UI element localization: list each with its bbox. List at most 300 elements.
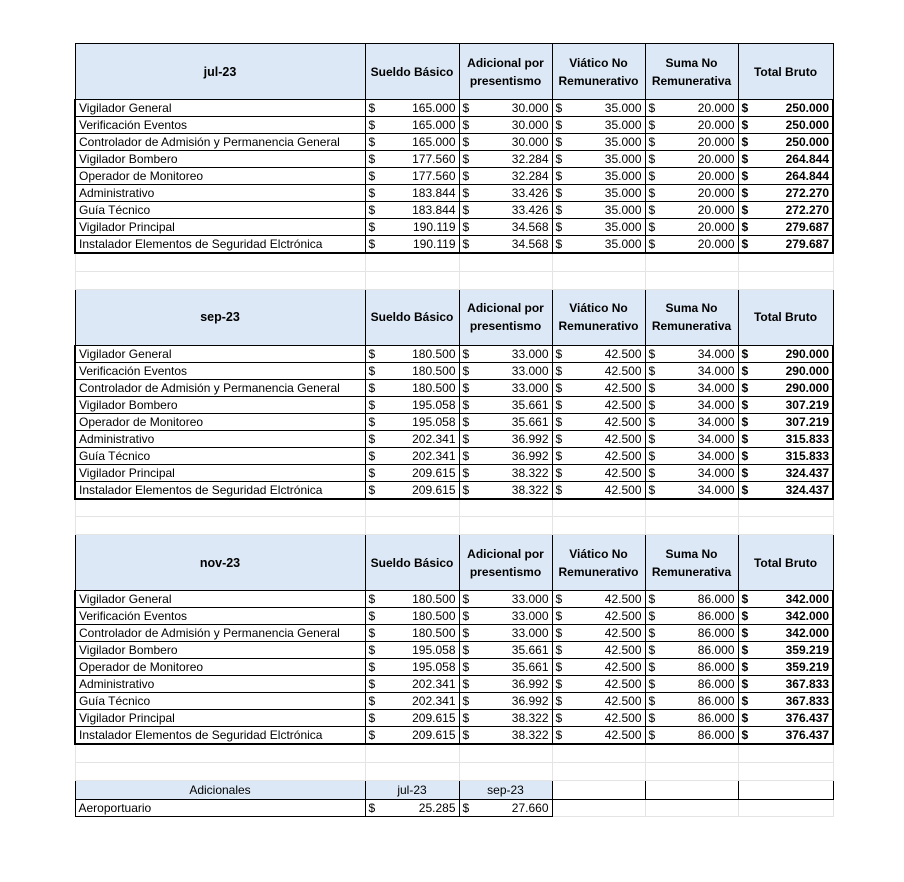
- amount-value: 35.000: [604, 118, 642, 132]
- empty-cell[interactable]: [365, 517, 459, 535]
- currency-symbol: $: [741, 220, 749, 234]
- empty-cell[interactable]: [365, 271, 459, 289]
- amount-cell[interactable]: [459, 799, 552, 816]
- amount-cell[interactable]: [552, 219, 645, 236]
- amount-value: 42.500: [604, 643, 642, 657]
- amount-value: 279.687: [785, 237, 829, 251]
- total-cell[interactable]: [738, 727, 833, 745]
- amount-cell[interactable]: [552, 464, 645, 481]
- amount-cell[interactable]: [365, 693, 459, 710]
- amount-cell[interactable]: [552, 202, 645, 219]
- empty-cell[interactable]: [75, 271, 365, 289]
- empty-cell[interactable]: [738, 762, 833, 780]
- amount-cell[interactable]: [459, 625, 552, 642]
- empty-cell[interactable]: [365, 253, 459, 271]
- empty-cell[interactable]: [645, 780, 738, 799]
- row-label[interactable]: Vigilador Principal: [75, 710, 365, 727]
- amount-value: 30.000: [511, 118, 549, 132]
- currency-symbol: $: [368, 448, 376, 463]
- table-row: [75, 625, 833, 642]
- amount-cell[interactable]: [365, 727, 459, 745]
- amount-value: 33.000: [511, 346, 549, 361]
- empty-cell[interactable]: [552, 517, 645, 535]
- total-cell[interactable]: [738, 168, 833, 185]
- amount-cell[interactable]: [645, 219, 738, 236]
- currency-symbol: $: [462, 363, 470, 378]
- row-label[interactable]: Instalador Elementos de Seguridad Elctrónica: [75, 481, 365, 499]
- currency-symbol: $: [555, 728, 563, 742]
- table-row: [75, 447, 833, 464]
- amount-cell[interactable]: [552, 185, 645, 202]
- amount-cell[interactable]: [459, 202, 552, 219]
- amount-cell[interactable]: [645, 481, 738, 499]
- amount-cell[interactable]: [552, 151, 645, 168]
- amount-cell[interactable]: [552, 676, 645, 693]
- row-label[interactable]: Controlador de Admisión y Permanencia General: [75, 625, 365, 642]
- table-row: [75, 464, 833, 481]
- amount-cell[interactable]: [459, 447, 552, 464]
- row-label[interactable]: Controlador de Admisión y Permanencia General: [75, 134, 365, 151]
- total-cell[interactable]: [738, 151, 833, 168]
- amount-cell[interactable]: [645, 642, 738, 659]
- amount-cell[interactable]: [645, 345, 738, 362]
- amount-cell[interactable]: [459, 168, 552, 185]
- amount-cell[interactable]: [552, 430, 645, 447]
- amount-value: 34.568: [511, 237, 549, 251]
- amount-cell[interactable]: [552, 727, 645, 745]
- amount-value: 42.500: [604, 660, 642, 674]
- amount-value: 20.000: [697, 169, 735, 183]
- spacer-row: [75, 499, 833, 517]
- amount-value: 180.500: [412, 346, 456, 361]
- currency-symbol: $: [555, 448, 563, 463]
- table-row: [75, 219, 833, 236]
- empty-cell[interactable]: [365, 762, 459, 780]
- row-label[interactable]: Guía Técnico: [75, 202, 365, 219]
- amount-cell[interactable]: [645, 202, 738, 219]
- amount-cell[interactable]: [645, 464, 738, 481]
- amount-cell[interactable]: [552, 710, 645, 727]
- amount-cell[interactable]: [645, 430, 738, 447]
- empty-cell[interactable]: [75, 499, 365, 517]
- amount-cell[interactable]: [459, 236, 552, 254]
- amount-cell[interactable]: [365, 134, 459, 151]
- amount-cell[interactable]: [552, 362, 645, 379]
- empty-cell[interactable]: [645, 799, 738, 816]
- amount-value: 376.437: [785, 728, 829, 742]
- row-label[interactable]: Administrativo: [75, 676, 365, 693]
- amount-cell[interactable]: [365, 642, 459, 659]
- amount-cell[interactable]: [365, 625, 459, 642]
- row-label[interactable]: Verificación Eventos: [75, 608, 365, 625]
- total-cell[interactable]: [738, 710, 833, 727]
- amount-cell[interactable]: [552, 693, 645, 710]
- amount-cell[interactable]: [365, 151, 459, 168]
- empty-cell[interactable]: [459, 744, 552, 762]
- empty-cell[interactable]: [75, 253, 365, 271]
- total-cell[interactable]: [738, 447, 833, 464]
- amount-value: 20.000: [697, 186, 735, 200]
- currency-symbol: $: [555, 118, 563, 132]
- currency-symbol: $: [555, 363, 563, 378]
- amount-cell[interactable]: [459, 659, 552, 676]
- amount-cell[interactable]: [645, 693, 738, 710]
- amount-cell[interactable]: [645, 134, 738, 151]
- amount-cell[interactable]: [459, 608, 552, 625]
- total-cell[interactable]: [738, 676, 833, 693]
- amount-value: 177.560: [412, 152, 456, 166]
- amount-cell[interactable]: [365, 799, 459, 816]
- amount-cell[interactable]: [365, 447, 459, 464]
- currency-symbol: $: [741, 186, 749, 200]
- empty-cell[interactable]: [459, 271, 552, 289]
- amount-cell[interactable]: [365, 345, 459, 362]
- total-cell[interactable]: [738, 185, 833, 202]
- total-cell[interactable]: [738, 481, 833, 499]
- amount-value: 202.341: [412, 448, 456, 463]
- currency-symbol: $: [741, 592, 749, 606]
- amount-cell[interactable]: [459, 710, 552, 727]
- amount-cell[interactable]: [645, 710, 738, 727]
- row-label[interactable]: Vigilador Bombero: [75, 396, 365, 413]
- row-label[interactable]: Vigilador Principal: [75, 219, 365, 236]
- total-cell[interactable]: [738, 362, 833, 379]
- total-cell[interactable]: [738, 642, 833, 659]
- empty-cell[interactable]: [645, 499, 738, 517]
- total-cell[interactable]: [738, 100, 833, 117]
- row-label[interactable]: Vigilador General: [75, 591, 365, 608]
- currency-symbol: $: [648, 609, 656, 623]
- amount-cell[interactable]: [365, 100, 459, 117]
- amount-value: 30.000: [511, 101, 549, 115]
- amount-cell[interactable]: [365, 117, 459, 134]
- currency-symbol: $: [741, 118, 749, 132]
- amount-cell[interactable]: [552, 168, 645, 185]
- empty-cell[interactable]: [738, 799, 833, 816]
- amount-cell[interactable]: [365, 219, 459, 236]
- currency-symbol: $: [555, 609, 563, 623]
- total-cell[interactable]: [738, 134, 833, 151]
- amount-value: 86.000: [697, 626, 735, 640]
- amount-cell[interactable]: [552, 625, 645, 642]
- row-label[interactable]: Operador de Monitoreo: [75, 659, 365, 676]
- amount-value: 34.000: [697, 397, 735, 412]
- column-header: Suma No Remunerativa: [645, 44, 738, 100]
- amount-cell[interactable]: [459, 676, 552, 693]
- column-header: Sueldo Básico: [365, 535, 459, 591]
- amount-value: 86.000: [697, 728, 735, 742]
- amount-cell[interactable]: [459, 134, 552, 151]
- amount-value: 195.058: [412, 660, 456, 674]
- amount-value: 34.000: [697, 414, 735, 429]
- currency-symbol: $: [741, 711, 749, 725]
- amount-cell[interactable]: [645, 727, 738, 745]
- total-cell[interactable]: [738, 608, 833, 625]
- amount-value: 180.500: [412, 592, 456, 606]
- amount-cell[interactable]: [552, 642, 645, 659]
- row-label[interactable]: Administrativo: [75, 185, 365, 202]
- empty-cell[interactable]: [459, 253, 552, 271]
- currency-symbol: $: [741, 414, 749, 429]
- empty-cell[interactable]: [552, 780, 645, 799]
- empty-cell[interactable]: [75, 744, 365, 762]
- table-row: [75, 168, 833, 185]
- total-cell[interactable]: [738, 591, 833, 608]
- amount-value: 34.568: [511, 220, 549, 234]
- amount-cell[interactable]: [365, 202, 459, 219]
- total-cell[interactable]: [738, 430, 833, 447]
- amount-cell[interactable]: [552, 117, 645, 134]
- amount-cell[interactable]: [645, 396, 738, 413]
- amount-value: 33.426: [511, 186, 549, 200]
- empty-cell[interactable]: [459, 499, 552, 517]
- amount-value: 342.000: [785, 609, 829, 623]
- row-label[interactable]: Vigilador General: [75, 100, 365, 117]
- amount-cell[interactable]: [365, 168, 459, 185]
- amount-cell[interactable]: [365, 379, 459, 396]
- currency-symbol: $: [648, 397, 656, 412]
- currency-symbol: $: [555, 186, 563, 200]
- amount-cell[interactable]: [459, 693, 552, 710]
- amount-cell[interactable]: [365, 710, 459, 727]
- empty-cell[interactable]: [738, 517, 833, 535]
- amount-cell[interactable]: [365, 185, 459, 202]
- table-row: [75, 727, 833, 745]
- amount-cell[interactable]: [365, 413, 459, 430]
- amount-value: 272.270: [785, 203, 829, 217]
- amount-cell[interactable]: [645, 625, 738, 642]
- total-cell[interactable]: [738, 117, 833, 134]
- row-label[interactable]: Vigilador General: [75, 345, 365, 362]
- amount-cell[interactable]: [645, 591, 738, 608]
- row-label[interactable]: Vigilador Principal: [75, 464, 365, 481]
- amount-value: 36.992: [511, 448, 549, 463]
- amount-cell[interactable]: [645, 168, 738, 185]
- currency-symbol: $: [741, 431, 749, 446]
- amount-cell[interactable]: [552, 345, 645, 362]
- amount-cell[interactable]: [459, 151, 552, 168]
- table-row: [75, 481, 833, 499]
- amount-cell[interactable]: [459, 100, 552, 117]
- amount-cell[interactable]: [459, 642, 552, 659]
- currency-symbol: $: [462, 346, 470, 361]
- empty-cell[interactable]: [552, 799, 645, 816]
- amount-cell[interactable]: [552, 379, 645, 396]
- amount-cell[interactable]: [645, 117, 738, 134]
- total-cell[interactable]: [738, 693, 833, 710]
- amount-cell[interactable]: [552, 236, 645, 254]
- row-label[interactable]: Controlador de Admisión y Permanencia General: [75, 379, 365, 396]
- amount-cell[interactable]: [645, 236, 738, 254]
- amount-cell[interactable]: [552, 659, 645, 676]
- amount-cell[interactable]: [645, 608, 738, 625]
- empty-cell[interactable]: [738, 499, 833, 517]
- empty-cell[interactable]: [552, 253, 645, 271]
- row-label[interactable]: Operador de Monitoreo: [75, 168, 365, 185]
- table-header-row: [75, 44, 833, 100]
- total-cell[interactable]: [738, 464, 833, 481]
- amount-value: 86.000: [697, 660, 735, 674]
- row-label[interactable]: Operador de Monitoreo: [75, 413, 365, 430]
- total-cell[interactable]: [738, 659, 833, 676]
- amount-cell[interactable]: [365, 464, 459, 481]
- amount-cell[interactable]: [365, 608, 459, 625]
- total-cell[interactable]: [738, 202, 833, 219]
- amount-cell[interactable]: [365, 236, 459, 254]
- amount-value: 35.661: [511, 414, 549, 429]
- column-header: Total Bruto: [738, 289, 833, 345]
- amount-cell[interactable]: [552, 481, 645, 499]
- amount-value: 38.322: [511, 482, 549, 497]
- total-cell[interactable]: [738, 236, 833, 254]
- amount-value: 35.000: [604, 169, 642, 183]
- amount-value: 272.270: [785, 186, 829, 200]
- currency-symbol: $: [368, 118, 376, 132]
- amount-value: 35.661: [511, 660, 549, 674]
- row-label[interactable]: Guía Técnico: [75, 447, 365, 464]
- salary-grid: [74, 43, 834, 817]
- row-label[interactable]: Instalador Elementos de Seguridad Elctrónica: [75, 236, 365, 254]
- amount-cell[interactable]: [552, 134, 645, 151]
- row-label[interactable]: Administrativo: [75, 430, 365, 447]
- empty-cell[interactable]: [459, 517, 552, 535]
- amount-cell[interactable]: [552, 413, 645, 430]
- amount-cell[interactable]: [365, 676, 459, 693]
- empty-cell[interactable]: [552, 762, 645, 780]
- amount-cell[interactable]: [459, 481, 552, 499]
- empty-cell[interactable]: [459, 762, 552, 780]
- amount-cell[interactable]: [645, 151, 738, 168]
- row-label[interactable]: Instalador Elementos de Seguridad Elctrónica: [75, 727, 365, 745]
- currency-symbol: $: [648, 186, 656, 200]
- spacer-row: [75, 744, 833, 762]
- amount-cell[interactable]: [459, 117, 552, 134]
- empty-cell[interactable]: [738, 744, 833, 762]
- amount-cell[interactable]: [459, 591, 552, 608]
- total-cell[interactable]: [738, 625, 833, 642]
- empty-cell[interactable]: [365, 499, 459, 517]
- currency-symbol: $: [462, 465, 470, 480]
- amount-cell[interactable]: [365, 362, 459, 379]
- amount-cell[interactable]: [459, 396, 552, 413]
- amount-cell[interactable]: [459, 362, 552, 379]
- currency-symbol: $: [741, 169, 749, 183]
- amount-cell[interactable]: [645, 447, 738, 464]
- currency-symbol: $: [741, 677, 749, 691]
- amount-cell[interactable]: [645, 362, 738, 379]
- currency-symbol: $: [741, 346, 749, 361]
- currency-symbol: $: [462, 626, 470, 640]
- row-label[interactable]: Aeroportuario: [75, 799, 365, 816]
- amount-cell[interactable]: [552, 447, 645, 464]
- amount-value: 42.500: [604, 694, 642, 708]
- amount-cell[interactable]: [459, 185, 552, 202]
- currency-symbol: $: [555, 414, 563, 429]
- row-label[interactable]: Guía Técnico: [75, 693, 365, 710]
- amount-cell[interactable]: [552, 608, 645, 625]
- row-label[interactable]: Verificación Eventos: [75, 117, 365, 134]
- empty-cell[interactable]: [645, 762, 738, 780]
- amount-cell[interactable]: [459, 345, 552, 362]
- currency-symbol: $: [741, 694, 749, 708]
- table-row: [75, 202, 833, 219]
- empty-cell[interactable]: [75, 762, 365, 780]
- empty-cell[interactable]: [552, 499, 645, 517]
- amount-cell[interactable]: [552, 591, 645, 608]
- total-cell[interactable]: [738, 345, 833, 362]
- total-cell[interactable]: [738, 379, 833, 396]
- empty-cell[interactable]: [552, 744, 645, 762]
- amount-cell[interactable]: [459, 413, 552, 430]
- amount-value: 315.833: [785, 431, 829, 446]
- amount-value: 42.500: [604, 363, 642, 378]
- amount-cell[interactable]: [459, 727, 552, 745]
- empty-cell[interactable]: [738, 780, 833, 799]
- amount-value: 290.000: [785, 363, 829, 378]
- amount-cell[interactable]: [459, 379, 552, 396]
- amount-cell[interactable]: [365, 430, 459, 447]
- empty-cell[interactable]: [645, 744, 738, 762]
- total-cell[interactable]: [738, 396, 833, 413]
- row-label[interactable]: Vigilador Bombero: [75, 151, 365, 168]
- empty-cell[interactable]: [645, 253, 738, 271]
- amount-cell[interactable]: [645, 100, 738, 117]
- empty-cell[interactable]: [738, 271, 833, 289]
- row-label[interactable]: Verificación Eventos: [75, 362, 365, 379]
- amount-cell[interactable]: [552, 396, 645, 413]
- amount-cell[interactable]: [645, 413, 738, 430]
- currency-symbol: $: [368, 397, 376, 412]
- currency-symbol: $: [648, 431, 656, 446]
- amount-value: 20.000: [697, 152, 735, 166]
- row-label[interactable]: Vigilador Bombero: [75, 642, 365, 659]
- currency-symbol: $: [462, 380, 470, 395]
- amount-value: 290.000: [785, 380, 829, 395]
- amount-value: 35.000: [604, 152, 642, 166]
- currency-symbol: $: [462, 482, 470, 497]
- column-header: Viático No Remunerativo: [552, 535, 645, 591]
- amount-value: 35.000: [604, 237, 642, 251]
- amount-cell[interactable]: [645, 676, 738, 693]
- amount-cell[interactable]: [459, 464, 552, 481]
- amount-cell[interactable]: [365, 481, 459, 499]
- currency-symbol: $: [368, 101, 376, 115]
- column-header: Sueldo Básico: [365, 44, 459, 100]
- amount-cell[interactable]: [552, 100, 645, 117]
- amount-cell[interactable]: [365, 396, 459, 413]
- empty-cell[interactable]: [75, 517, 365, 535]
- amount-value: 86.000: [697, 609, 735, 623]
- empty-cell[interactable]: [365, 744, 459, 762]
- amount-cell[interactable]: [459, 430, 552, 447]
- empty-cell[interactable]: [552, 271, 645, 289]
- amount-cell[interactable]: [645, 659, 738, 676]
- amount-value: 307.219: [785, 414, 829, 429]
- amount-cell[interactable]: [645, 379, 738, 396]
- amount-cell[interactable]: [365, 591, 459, 608]
- total-cell[interactable]: [738, 413, 833, 430]
- total-cell[interactable]: [738, 219, 833, 236]
- empty-cell[interactable]: [645, 517, 738, 535]
- empty-cell[interactable]: [738, 253, 833, 271]
- amount-cell[interactable]: [365, 659, 459, 676]
- empty-cell[interactable]: [645, 271, 738, 289]
- amount-cell[interactable]: [459, 219, 552, 236]
- currency-symbol: $: [648, 677, 656, 691]
- amount-value: 183.844: [412, 186, 456, 200]
- amount-cell[interactable]: [645, 185, 738, 202]
- table-header-row: [75, 535, 833, 591]
